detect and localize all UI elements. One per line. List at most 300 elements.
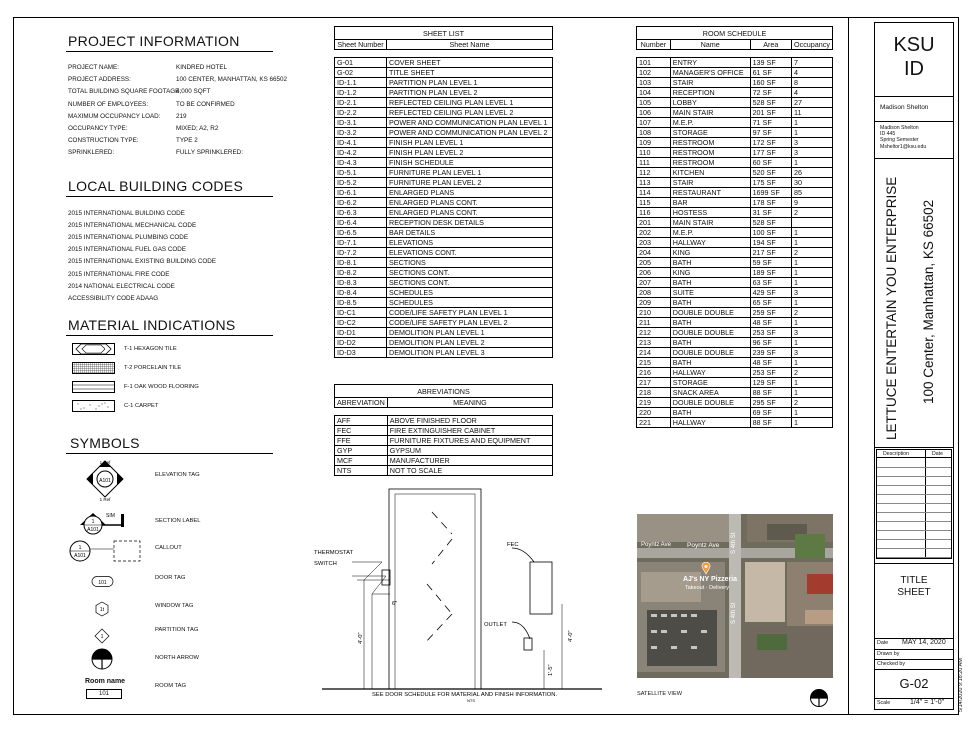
room-row-cell: DOUBLE DOUBLE [670,398,750,408]
sheet-list-row [335,268,553,278]
sheet-list-row-cell: ID-D2 [335,338,387,348]
title-block-rule [874,649,954,650]
project-info-value: MIXED; A2, R2 [176,125,219,132]
sheet-list-row-cell: ELEVATIONS [387,238,553,248]
sheet-list-row-cell: ID-7.2 [335,248,387,258]
school-name: KSU [893,34,935,56]
room-row [637,328,833,338]
sheet-list-row [335,58,553,68]
room-row-cell: 177 SF [750,148,791,158]
date-label: Date [877,640,889,646]
sheet-list-row [335,328,553,338]
material-label-oak: F-1 OAK WOOD FLOORING [124,384,199,390]
room-row-cell: MANAGER'S OFFICE [670,68,750,78]
room-row [637,98,833,108]
room-row-cell: MAIN STAIR [670,218,750,228]
room-row-cell: 8 [792,78,833,88]
room-row [637,248,833,258]
sheet-list-row [335,198,553,208]
room-row-cell: 216 [637,368,671,378]
room-header-occupancy: Occupancy [792,40,833,50]
room-row-cell: 129 SF [750,378,791,388]
room-row-cell: BATH [670,338,750,348]
sheet-list-row-cell: DEMOLITION PLAN LEVEL 3 [387,348,553,358]
dimension-4ft-right: 4'-0" [568,630,574,642]
date-value: MAY 14, 2020 [902,639,946,646]
room-row-cell: 109 [637,138,671,148]
street-label-poyntz: Poyntz Ave [687,542,720,549]
room-row-cell: STAIR [670,78,750,88]
room-row-cell: 206 [637,268,671,278]
room-row [637,348,833,358]
room-row [637,338,833,348]
carpet-swatch [72,400,116,413]
project-info-value: 100 CENTER, MANHATTAN, KS 66502 [176,76,288,84]
room-row-cell: 106 [637,108,671,118]
room-row-cell: 210 [637,308,671,318]
sheet-list-row [335,338,553,348]
code-item: ACCESSIBILITY CODE ADAAG [68,294,159,302]
section-label-icon [76,509,130,535]
sheet-list-row-cell: FURNITURE PLAN LEVEL 2 [387,178,553,188]
room-row-cell: SUITE [670,288,750,298]
room-row [637,218,833,228]
room-row-cell: 104 [637,88,671,98]
student-name: Madison Shelton [880,104,929,111]
sheet-list-row-cell: FINISH PLAN LEVEL 1 [387,138,553,148]
room-schedule-title: ROOM SCHEDULE [637,27,833,40]
sheet-list-row-cell: DEMOLITION PLAN LEVEL 2 [387,338,553,348]
code-item: 2015 INTERNATIONAL MECHANICAL CODE [68,222,197,230]
sheet-list-row [335,248,553,258]
project-name-vertical: LETTUCE ENTERTAIN YOU ENTERPRISE [884,176,899,440]
material-label-hexagon: T-1 HEXAGON TILE [124,346,177,352]
sheet-list-row [335,308,553,318]
abbreviation-row-cell: FFE [335,436,388,446]
sheet-list-row-cell: ID-1.1 [335,78,387,88]
abbreviation-row-cell: FEC [335,426,388,436]
sheet-list-row-cell: ID-8.5 [335,298,387,308]
room-row-cell: RESTROOM [670,138,750,148]
project-info-label: CONSTRUCTION TYPE: [68,137,139,145]
outlet-label: OUTLET [484,622,507,628]
room-row-cell: 85 [792,188,833,198]
room-row-cell: 115 [637,198,671,208]
room-row [637,358,833,368]
abbreviation-row-cell: ABOVE FINISHED FLOOR [387,416,552,426]
sheet-list-row [335,158,553,168]
student-info [880,125,926,150]
sheet-list-row-cell: FURNITURE PLAN LEVEL 1 [387,168,553,178]
project-info-value: 4,000 SQFT [176,88,211,96]
materials-title: MATERIAL INDICATIONS [68,317,236,333]
room-row-cell: MAIN STAIR [670,108,750,118]
room-row-cell: ENTRY [670,58,750,68]
codes-underline [66,196,273,197]
place-subtitle: Takeout · Delivery [685,585,730,591]
sheet-list-row-cell: REFLECTED CEILING PLAN LEVEL 1 [387,98,553,108]
room-row-cell: 217 [637,378,671,388]
room-row-cell: 172 SF [750,138,791,148]
north-arrow-icon [90,647,114,671]
partition-tag-icon [94,628,110,644]
sheet-list-row-cell: PARTITION PLAN LEVEL 1 [387,78,553,88]
room-row-cell: 178 SF [750,198,791,208]
room-row-cell: 7 [792,58,833,68]
room-row-cell: 60 SF [750,158,791,168]
room-row-cell: 111 [637,158,671,168]
map-pin-icon[interactable] [701,562,711,575]
room-row-cell: HALLWAY [670,238,750,248]
sheet-list-row-cell: ELEVATIONS CONT. [387,248,553,258]
sheet-list-row-cell: ID-7.1 [335,238,387,248]
room-row-cell: DOUBLE DOUBLE [670,348,750,358]
code-item: 2015 INTERNATIONAL PLUMBING CODE [68,234,189,242]
room-row-cell: 1699 SF [750,188,791,198]
project-address-vertical: 100 Center, Manhattan, KS 66502 [921,199,936,404]
satellite-caption: SATELLITE VIEW [637,691,682,697]
room-row-cell: 69 SF [750,408,791,418]
room-row [637,278,833,288]
checked-by-label: Checked by [877,661,905,667]
sheet-list-row-cell: ID-6.2 [335,198,387,208]
room-row-cell: 221 [637,418,671,428]
fec-label: FEC [507,542,519,548]
room-row-cell: 1 [792,158,833,168]
room-schedule-spacer [637,50,833,58]
symbol-label-north-arrow: NORTH ARROW [155,655,200,661]
room-row-cell: 48 SF [750,318,791,328]
room-row [637,298,833,308]
section-sim: SIM [106,513,115,519]
sheet-list-row [335,318,553,328]
room-row-cell: BAR [670,198,750,208]
room-row-cell: 201 [637,218,671,228]
sheet-list-row [335,258,553,268]
sheet-list-row-cell: ID-5.2 [335,178,387,188]
project-info-value: TO BE CONFIRMED [176,100,235,108]
material-label-porcelain: T-2 PORCELAIN TILE [124,365,182,371]
sheet-list-row-cell: ID-5.1 [335,168,387,178]
window-tag-icon [94,601,110,617]
room-row-cell: 213 [637,338,671,348]
room-row-cell: 220 [637,408,671,418]
room-row [637,408,833,418]
room-row-cell: 9 [792,198,833,208]
abbreviation-row-cell: MANUFACTURER [387,456,552,466]
project-info-label: PROJECT NAME: [68,64,119,71]
room-row-cell: 27 [792,98,833,108]
sheet-list-row-cell: PARTITION PLAN LEVEL 2 [387,88,553,98]
room-row-cell: 101 [637,58,671,68]
room-row-cell: 253 SF [750,368,791,378]
switch-label: SWITCH [314,561,337,567]
symbol-label-window: WINDOW TAG [155,603,194,609]
revision-row-line [877,485,951,486]
code-item: 2015 INTERNATIONAL FIRE CODE [68,270,170,278]
sheet-list-row-cell: G-02 [335,68,387,78]
sheet-list-row-cell: ID-8.2 [335,268,387,278]
room-row-cell: 201 SF [750,108,791,118]
room-row-cell: 217 SF [750,248,791,258]
sheet-list-row-cell: ID-C2 [335,318,387,328]
code-item: 2015 INTERNATIONAL EXISTING BUILDING CODE [68,258,217,266]
project-info-label: TOTAL BUILDING SQUARE FOOTAGE: [68,88,182,96]
material-label-carpet: C-1 CARPET [124,403,159,409]
elevation-tag-ref: 1 Ref [99,460,111,465]
partition-tag-code: 1 [100,634,104,640]
project-info-label: NUMBER OF EMPLOYEES: [68,100,149,108]
room-row-cell: 215 [637,358,671,368]
room-row-cell [792,218,833,228]
abbreviation-row [335,416,553,426]
room-row-cell: 2 [792,308,833,318]
room-row-cell: 259 SF [750,308,791,318]
room-row-cell: 520 SF [750,168,791,178]
symbol-label-partition: PARTITION TAG [155,627,199,633]
symbol-label-elevation: ELEVATION TAG [155,472,200,478]
sheet-list-row-cell: CODE/LIFE SAFETY PLAN LEVEL 2 [387,318,553,328]
room-row-cell: 102 [637,68,671,78]
sheet-list-header-name: Sheet Name [387,40,553,50]
room-row [637,318,833,328]
room-row-cell: 1 [792,318,833,328]
revision-row-line [877,530,951,531]
room-row-cell: 528 SF [750,98,791,108]
sheet-list-row-cell: ID-3.1 [335,118,387,128]
title-block-rule [874,447,954,448]
room-row-cell: BATH [670,298,750,308]
revision-header-date: Date [932,451,943,457]
room-row [637,68,833,78]
sheet-list-row [335,168,553,178]
room-row-cell: 107 [637,118,671,128]
sheet-list-row-cell: G-01 [335,58,387,68]
sheet-list-header-number: Sheet Number [335,40,387,50]
revision-row-line [877,503,951,504]
title-block-rule [874,96,954,97]
revision-row-line [877,512,951,513]
title-block-rule [874,563,954,564]
revision-table [876,449,952,559]
room-row-cell: 212 [637,328,671,338]
sheet-list-row-cell: SCHEDULES [387,288,553,298]
room-row-cell: 3 [792,138,833,148]
abbreviations-spacer [335,408,388,416]
sheet-list-row-cell: SCHEDULES [387,298,553,308]
sheet-list-row-cell: ID-8.1 [335,258,387,268]
section-num: 1 [91,519,95,525]
sheet-list-row-cell: REFLECTED CEILING PLAN LEVEL 2 [387,108,553,118]
sheet-list-row-cell: ID-C1 [335,308,387,318]
room-row-cell: RESTAURANT [670,188,750,198]
room-row [637,78,833,88]
abbreviation-row [335,426,553,436]
sheet-list-row-cell: DEMOLITION PLAN LEVEL 1 [387,328,553,338]
symbol-label-callout: CALLOUT [155,545,182,551]
project-info-label: SPRINKLERED: [68,149,115,157]
sheet-list-row [335,128,553,138]
room-row-cell: DOUBLE DOUBLE [670,308,750,318]
room-row-cell: 208 [637,288,671,298]
sheet-list-row-cell: SECTIONS CONT. [387,278,553,288]
sheet-list-row-cell: ID-6.1 [335,188,387,198]
sheet-list-row [335,98,553,108]
info-line: Msheltor1@ksu.edu [880,143,927,150]
room-row [637,128,833,138]
sheet-list-row [335,178,553,188]
room-row-cell: 100 SF [750,228,791,238]
dimension-6in: 6" [392,601,398,607]
room-tag-code: 101 [86,689,122,699]
sheet-title-text: TITLE SHEET [897,575,931,598]
sheet-list-row-cell: POWER AND COMMUNICATION PLAN LEVEL 2 [387,128,553,138]
room-row [637,238,833,248]
room-row-cell: 105 [637,98,671,108]
room-row-cell: 114 [637,188,671,198]
sheet-list-row [335,288,553,298]
room-row-cell: 1 [792,298,833,308]
sheet-list-row [335,88,553,98]
window-tag-code: 1t [99,607,105,613]
room-row [637,198,833,208]
codes-title: LOCAL BUILDING CODES [68,178,244,194]
room-row-cell: 239 SF [750,348,791,358]
sheet-list-row-cell: ID-6.5 [335,228,387,238]
room-row-cell: SNACK AREA [670,388,750,398]
sheet-list-row-cell: CODE/LIFE SAFETY PLAN LEVEL 1 [387,308,553,318]
section-code: A101 [87,527,99,533]
symbol-label-door: DOOR TAG [155,575,186,581]
title-block-rule [874,121,954,122]
room-row-cell: 3 [792,148,833,158]
room-row-cell: 1 [792,378,833,388]
elevation-tag-ref-bottom: 1 Ref [99,497,111,502]
print-timestamp: 5/14/2020 9:18:20 AM [958,658,964,712]
room-header-number: Number [637,40,671,50]
abbreviations-header-meaning: MEANING [387,398,552,408]
sheet-list-row [335,348,553,358]
satellite-map[interactable] [637,514,833,678]
room-row [637,288,833,298]
abbreviation-row-cell: AFF [335,416,388,426]
room-row-cell: KITCHEN [670,168,750,178]
room-row-cell: 65 SF [750,298,791,308]
room-row-cell: 2 [792,208,833,218]
room-row [637,58,833,68]
street-label-4th-top: S 4th St [731,532,737,554]
sheet-list-row-cell: ID-2.2 [335,108,387,118]
abbreviation-row [335,456,553,466]
sheet-list-row-cell: POWER AND COMMUNICATION PLAN LEVEL 1 [387,118,553,128]
room-row-cell: STAIR [670,178,750,188]
place-name: AJ's NY Pizzeria [683,576,738,583]
sheet-list-row [335,238,553,248]
room-row-cell: 211 [637,318,671,328]
materials-underline [66,335,273,336]
sheet-list-row-cell: ID-2.1 [335,98,387,108]
door-elevation-detail [312,484,612,712]
sheet-list-row-cell: ID-6.4 [335,218,387,228]
nts-label: NTS [467,698,475,703]
room-row-cell: M.E.P. [670,228,750,238]
sheet-list-row-cell: ENLARGED PLANS CONT. [387,208,553,218]
room-row-cell: RESTROOM [670,158,750,168]
abbreviations-title: ABREVIATIONS [335,385,553,398]
abbreviation-row-cell: FIRE EXTINGUISHER CABINET [387,426,552,436]
info-line: Madison Shelton [880,125,919,131]
hexagon-tile-swatch [72,343,116,356]
room-row-cell: 116 [637,208,671,218]
room-row-cell: 1 [792,238,833,248]
sheet-list-row-cell: ENLARGED PLANS CONT. [387,198,553,208]
sheet-list-row-cell: ID-4.1 [335,138,387,148]
project-info-value: 219 [176,112,187,120]
sheet-list-row-cell: ID-8.3 [335,278,387,288]
revision-row-line [877,548,951,549]
room-row [637,138,833,148]
project-info-value: KINDRED HOTEL [176,64,228,71]
room-row-cell: 295 SF [750,398,791,408]
room-row [637,398,833,408]
room-row [637,228,833,238]
sheet-number: G-02 [899,676,929,691]
sheet-list-row-cell: ID-8.4 [335,288,387,298]
room-row-cell: 219 [637,398,671,408]
door-tag-code: 101 [98,580,107,586]
room-row-cell: 97 SF [750,128,791,138]
room-row-cell: 189 SF [750,268,791,278]
room-row [637,118,833,128]
room-row-cell: 1 [792,388,833,398]
sheet-list-spacer [335,50,387,58]
street-label-4th: S 4th St [731,602,737,624]
code-item: 2015 INTERNATIONAL BUILDING CODE [68,210,185,217]
room-row-cell: 103 [637,78,671,88]
room-row-cell: BATH [670,278,750,288]
room-row-cell: 3 [792,328,833,338]
title-block-rule [874,659,954,660]
project-info-label: OCCUPANCY TYPE: [68,125,128,132]
room-row-cell: 1 [792,278,833,288]
revision-header [877,450,951,458]
room-row-cell: 1 [792,338,833,348]
room-row-cell: 26 [792,168,833,178]
info-line: ID 445 [880,131,896,138]
room-tag-name: Room name [85,678,126,685]
room-row [637,88,833,98]
abbreviation-row [335,446,553,456]
abbreviation-row-cell: GYP [335,446,388,456]
room-row [637,388,833,398]
abbreviations-spacer [387,408,552,416]
room-row-cell: 96 SF [750,338,791,348]
sheet-list-row [335,148,553,158]
sheet-list-row-cell: ID-6.3 [335,208,387,218]
porcelain-tile-swatch [72,362,116,375]
room-row-cell: BATH [670,408,750,418]
sheet-list-row [335,228,553,238]
title-block-divider [848,17,849,715]
abbreviations-header-abbr: ABREVIATION [335,398,388,408]
abbreviation-row [335,466,553,476]
room-row-cell: LOBBY [670,98,750,108]
project-info-value: TYPE 2 [176,137,198,145]
room-row-cell: RESTROOM [670,148,750,158]
room-row-cell: 4 [792,88,833,98]
dimension-4ft: 4'-0" [358,632,364,644]
symbols-title: SYMBOLS [70,435,140,451]
